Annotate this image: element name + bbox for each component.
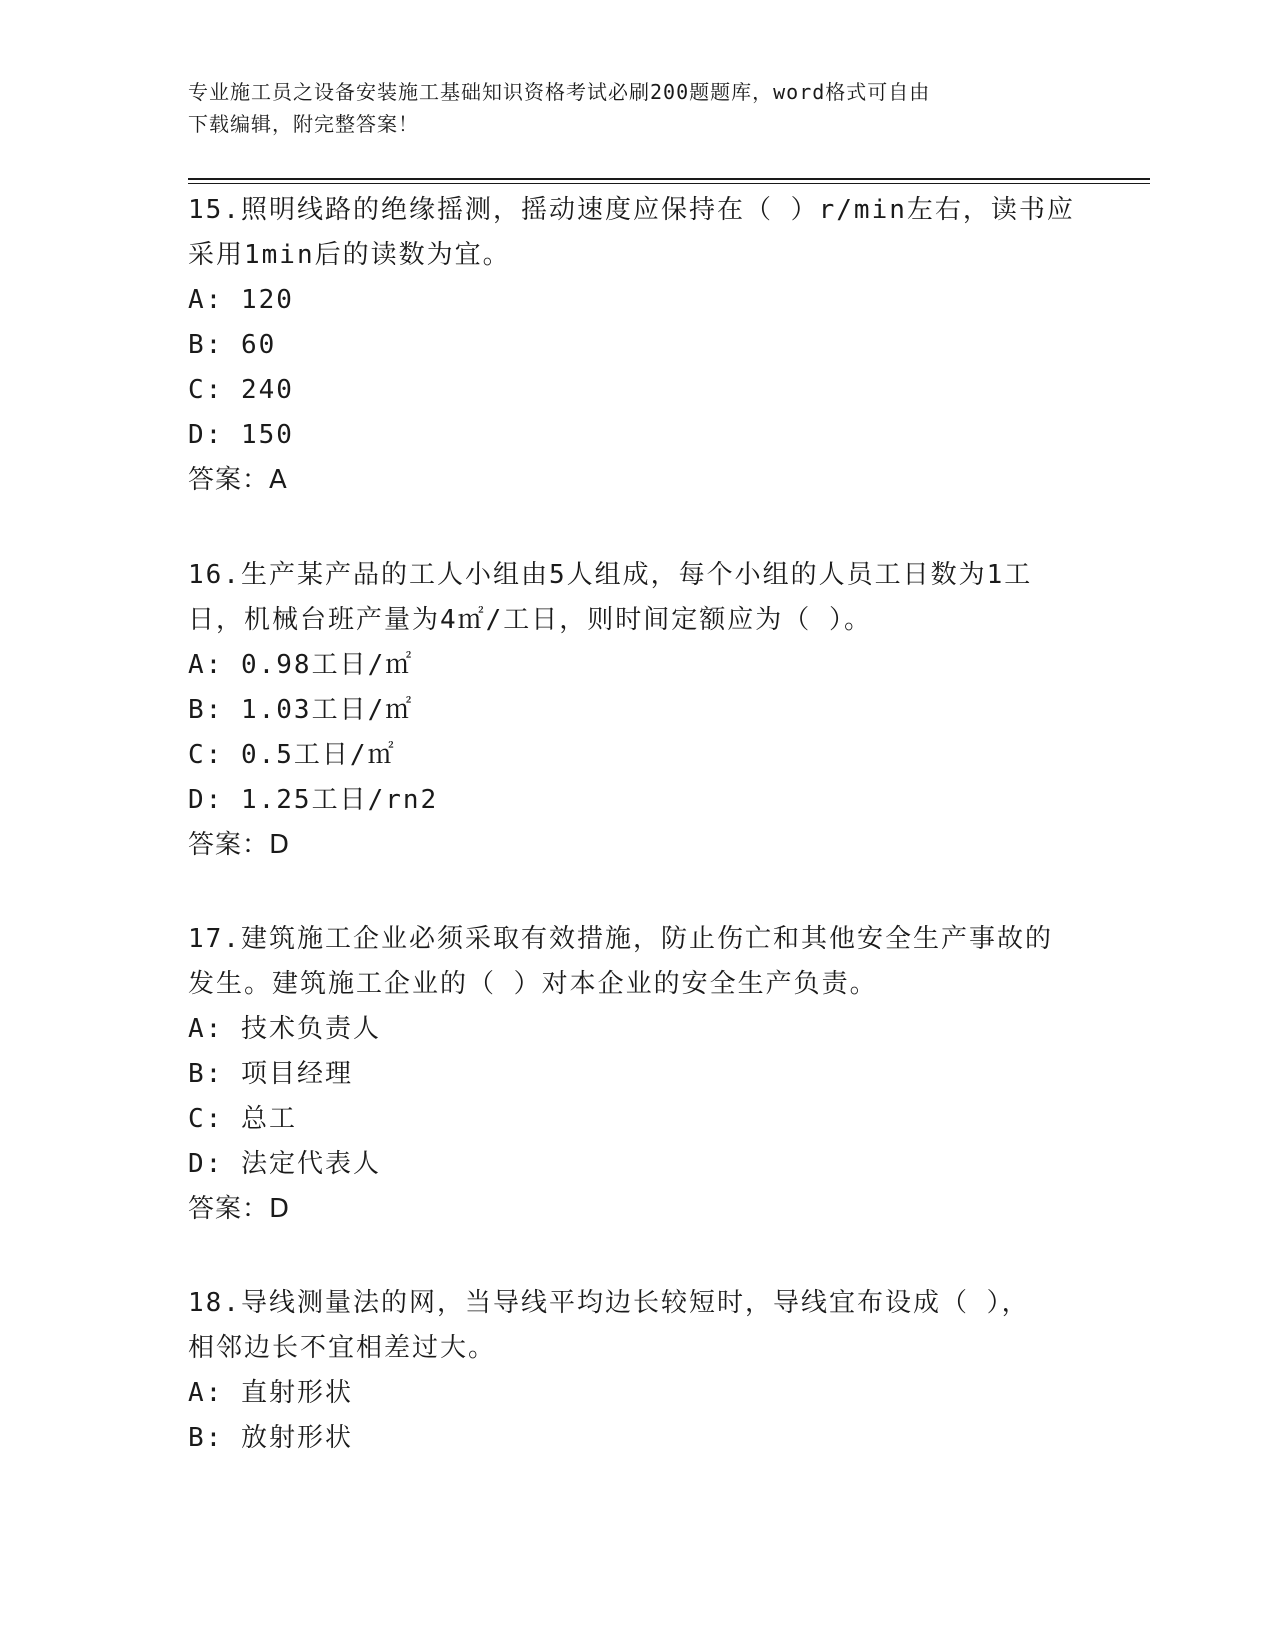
question-stem-line-1: 15.照明线路的绝缘摇测，摇动速度应保持在（ ）r/min左右，读书应 (188, 195, 1075, 225)
question-stem-line-1: 18.导线测量法的网，当导线平均边长较短时，导线宜布设成（ ）， (188, 1288, 1030, 1318)
answer: 答案：D (188, 1194, 291, 1224)
option-d: D: 法定代表人 (188, 1149, 381, 1179)
question-stem (188, 188, 1088, 278)
answer: 答案：A (188, 465, 288, 495)
option-b: B: 项目经理 (188, 1059, 353, 1089)
option-b: B: 1.03工日/㎡ (188, 695, 414, 725)
question-stem (188, 1281, 1088, 1371)
option-a: A: 直射形状 (188, 1378, 353, 1408)
option-b: B: 放射形状 (188, 1423, 353, 1453)
option-c: C: 总工 (188, 1104, 297, 1134)
option-b: B: 60 (188, 330, 277, 360)
question-17 (188, 917, 1088, 1232)
document-header (188, 76, 1088, 140)
question-stem-line-2: 日，机械台班产量为4㎡/工日，则时间定额应为（ ）。 (188, 605, 872, 635)
question-stem-line-2: 发生。建筑施工企业的（ ）对本企业的安全生产负责。 (188, 969, 878, 999)
answer: 答案：D (188, 830, 291, 860)
question-stem-line-2: 采用1min后的读数为宜。 (188, 240, 511, 270)
option-d: D: 150 (188, 420, 294, 450)
question-16 (188, 553, 1088, 868)
option-a: A: 技术负责人 (188, 1014, 381, 1044)
header-divider-thick (188, 178, 1150, 180)
header-title-line-1: 专业施工员之设备安装施工基础知识资格考试必刷200题题库，word格式可自由 (188, 80, 931, 104)
option-d: D: 1.25工日/rn2 (188, 785, 439, 815)
question-15 (188, 188, 1088, 503)
question-stem-line-1: 16.生产某产品的工人小组由5人组成，每个小组的人员工日数为1工 (188, 560, 1033, 590)
header-title-line-2: 下载编辑，附完整答案！ (188, 112, 419, 136)
question-18 (188, 1281, 1088, 1461)
option-c: C: 240 (188, 375, 294, 405)
option-a: A: 0.98工日/㎡ (188, 650, 414, 680)
question-stem (188, 553, 1088, 643)
option-a: A: 120 (188, 285, 294, 315)
question-stem (188, 917, 1088, 1007)
header-divider-thin (188, 183, 1150, 184)
option-c: C: 0.5工日/㎡ (188, 740, 396, 770)
question-stem-line-2: 相邻边长不宜相差过大。 (188, 1333, 497, 1363)
question-stem-line-1: 17.建筑施工企业必须采取有效措施，防止伤亡和其他安全生产事故的 (188, 924, 1053, 954)
